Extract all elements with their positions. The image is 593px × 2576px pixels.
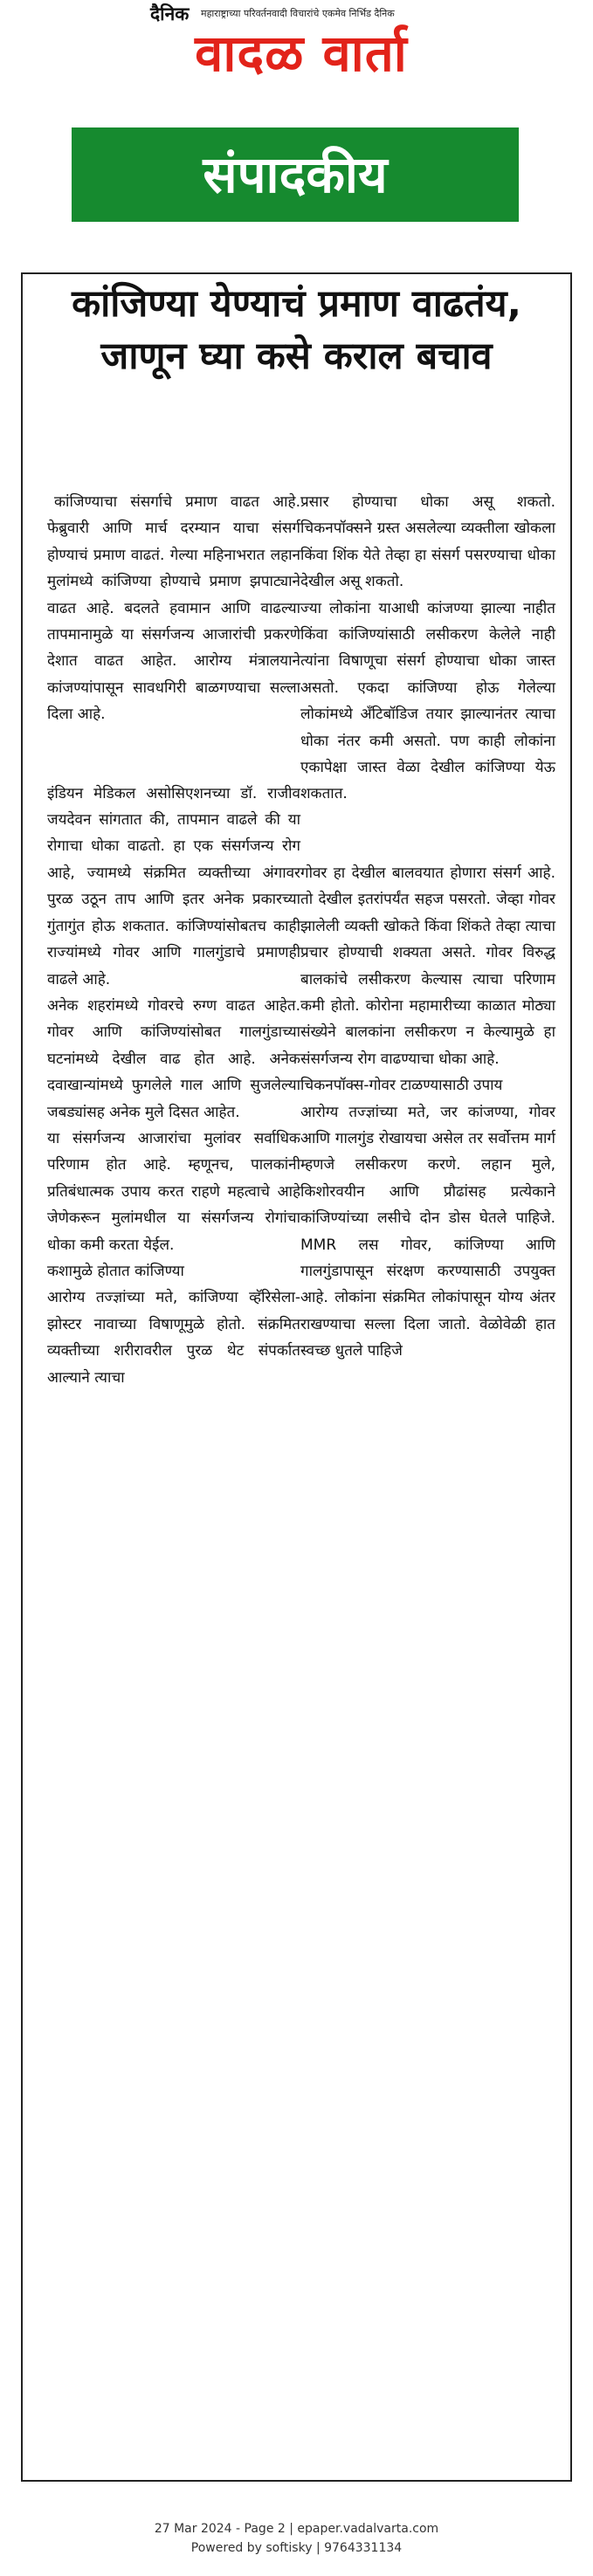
masthead-tagline: महाराष्ट्राच्या परिवर्तनवादी विचारांचे एकमेव निर्भिड दैनिक: [201, 8, 395, 19]
paragraph: आरोग्य तज्ज्ञांच्या मते, कांजिण्या व्हॅरिसेला-झोस्टर नावाच्या विषाणूमुळे होतो. संक्रमित व्यक्तीच्या शरीरावरील पुरळ थेट संपर्कात आल्याने त्याचा: [47, 1289, 300, 1387]
paragraph: इंडियन मेडिकल असोसिएशनच्या डॉ. राजीव जयदेवन सांगतात की, तापमान वाढले की या रोगाचा धोका वाढतो. हा एक संसर्गजन्य रोग आहे, ज्यामध्ये संक्रमित व्यक्तीच्या अंगावर पुरळ उठून ताप आणि इतर अनेक प्रकारच्या गुंतागुंत होऊ शकतात. कांजिण्यांसोबतच काही राज्यांमध्ये गोवर आणि गालगुंडाचे प्रमाणही वाढले आहे.: [47, 784, 300, 988]
newspaper-logo: वादळ वार्ता: [195, 24, 408, 83]
paragraph: कांजिण्याचा संसर्गाचे प्रमाण वाढत आहे. फेब्रुवारी आणि मार्च दरम्यान याचा संसर्ग होण्याचं प्रमाण वाढतं. गेल्या महिनाभरात लहान मुलांमध्ये कांजिण्या होण्याचे प्रमाण झपाट्याने वाढत आहे. बदलते हवामान आणि वाढल्या तापमानामुळे या संसर्गजन्य आजारांची प्रकरणे देशात वाढत आहेत. आरोग्य मंत्रालयाने कांजण्यांपासून सावधगिरी बाळगण्याचा सल्ला दिला आहे.: [47, 493, 300, 724]
section-label: संपादकीय: [72, 127, 519, 222]
masthead-daily: दैनिक: [150, 3, 190, 24]
paragraph: ज्या लोकांना याआधी कांजण्या झाल्या नाहीत किंवा कांजिण्यांसाठी लसीकरण केलेले नाही त्यांना विषाणूचा संसर्ग होण्याचा धोका जास्त असतो. एकदा कांजिण्या होऊ गेलेल्या लोकांमध्ये अँटिबॉडिज तयार झाल्यानंतर त्याचा धोका नंतर कमी असतो. पण काही लोकांना एकापेक्षा जास्त वेळा देखील कांजिण्या येऊ शकतात.: [300, 599, 555, 803]
paragraph-gap: [300, 808, 555, 860]
paragraph: गोवर हा देखील बालवयात होणारा संसर्ग आहे. तो देखील इतरांपर्यंत सहज पसरतो. जेव्हा गोवर झालेली व्यक्ती खोकते किंवा शिंकते तेव्हा त्याचा प्रचार होण्याची शक्यता असते. गोवर विरुद्ध बालकांचे लसीकरण केल्यास त्याचा परिणाम कमी होतो. कोरोना महामारीच्या काळात मोठ्या संख्येने बालकांना लसीकरण न केल्यामुळे हा संसर्गजन्य रोग वाढण्याचा धोका आहे.: [300, 864, 555, 1068]
article-column-left: [47, 489, 300, 1391]
paragraph: आरोग्य तज्ज्ञांच्या मते, जर कांजण्या, गोवर आणि गालगुंड रोखायचा असेल तर सर्वोत्तम मार्ग म्हणजे लसीकरण करणे. लहान मुले, किशोरवयीन आणि प्रौढांसह प्रत्येकाने कांजिण्यांच्या लसीचे दोन डोस घेतले पाहिजे. MMR लस गोवर, कांजिण्या आणि गालगुंडापासून संरक्षण करण्यासाठी उपयुक्त आहे. लोकांना संक्रमित लोकांपासून योग्य अंतर राखण्याचा सल्ला दिला जातो. वेळोवेळी हात स्वच्छ धुतले पाहिजे: [300, 1103, 555, 1360]
paragraph-gap: [47, 728, 300, 781]
article-column-right: [300, 489, 555, 1365]
paragraph: अनेक शहरांमध्ये गोवरचे रुग्ण वाढत आहेत. गोवर आणि कांजिण्यांसोबत गालगुंडाच्या घटनांमध्ये देखील वाढ होत आहे. अनेक दवाखान्यांमध्ये फुगलेले गाल आणि सुजलेल्या जबड्यांसह अनेक मुले दिसत आहेत.: [47, 996, 300, 1121]
article-headline: कांजिण्या येण्याचं प्रमाण वाढतंय, जाणून घ्या कसे कराल बचाव: [72, 282, 521, 378]
subheading: कशामुळे होतात कांजिण्या: [47, 1262, 184, 1280]
paragraph: प्रसार होण्याचा धोका असू शकतो. चिकनपॉक्सने ग्रस्त असलेल्या व्यक्तीला खोकला किंवा शिंक येते तेव्हा हा संसर्ग पसरण्याचा धोका देखील असू शकतो.: [300, 493, 555, 591]
footer-date-site: 27 Mar 2024 - Page 2 | epaper.vadalvarta.com: [154, 2522, 439, 2536]
paragraph: या संसर्गजन्य आजारांचा मुलांवर सर्वाधिक परिणाम होत आहे. म्हणूनच, पालकांनी प्रतिबंधात्मक उपाय करत राहणे महत्वाचे आहे जेणेकरून मुलांमधील या संसर्गजन्य रोगांचा धोका कमी करता येईल.: [47, 1129, 300, 1254]
page-footer: [0, 2519, 593, 2558]
masthead: [0, 0, 593, 96]
footer-powered-by: Powered by softisky | 9764331134: [190, 2541, 403, 2555]
subheading: चिकनपॉक्स-गोवर टाळण्यासाठी उपाय: [300, 1077, 503, 1095]
